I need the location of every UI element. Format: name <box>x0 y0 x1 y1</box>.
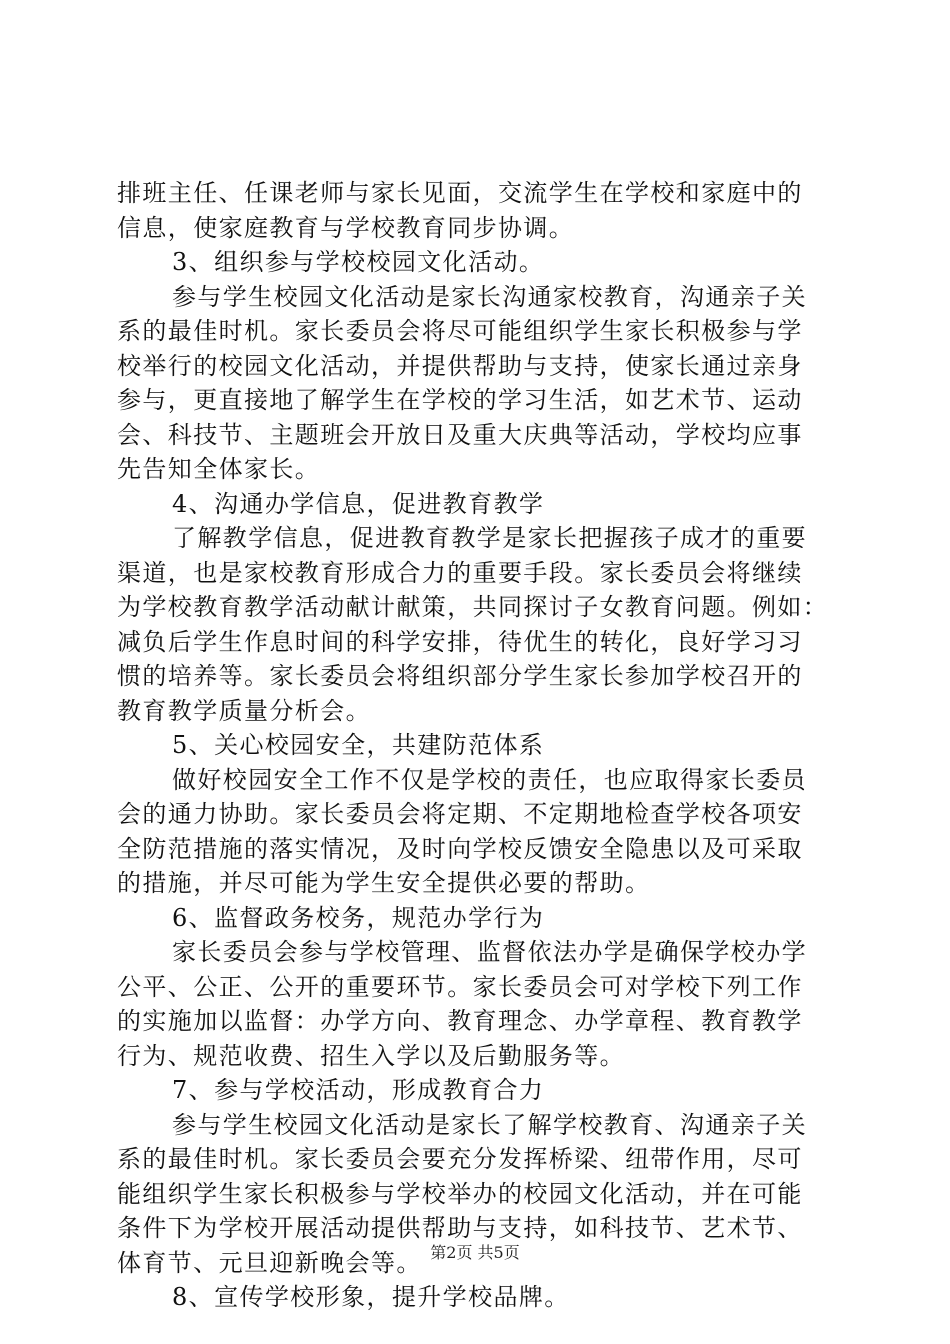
text-line: 3、组织参与学校校园文化活动。 <box>172 248 545 276</box>
text-line: 排班主任、任课老师与家长见面，交流学生在学校和家庭中的 <box>117 179 803 207</box>
document-body <box>117 176 837 1315</box>
text-line: 7、参与学校活动，形成教育合力 <box>172 1076 545 1104</box>
text-line: 4、沟通办学信息，促进教育教学 <box>172 489 545 518</box>
page-footer: 第2页 共5页 <box>430 1243 520 1262</box>
text-line: 参与学生校园文化活动是家长沟通家校教育，沟通亲子关 <box>172 282 807 311</box>
text-line: 行为、规范收费、招生入学以及后勤服务等。 <box>117 1041 625 1070</box>
text-line: 渠道，也是家校教育形成合力的重要手段。家长委员会将继续 <box>117 558 803 587</box>
text-line: 公平、公正、公开的重要环节。家长委员会可对学校下列工作 <box>117 972 803 1001</box>
text-line: 能组织学生家长积极参与学校举办的校园文化活动，并在可能 <box>117 1179 803 1208</box>
text-line: 的实施加以监督：办学方向、教育理念、办学章程、教育教学 <box>117 1007 803 1035</box>
text-line: 减负后学生作息时间的科学安排，待优生的转化，良好学习习 <box>117 627 803 656</box>
text-line: 系的最佳时机。家长委员会要充分发挥桥梁、纽带作用，尽可 <box>117 1145 803 1173</box>
text-line: 家长委员会参与学校管理、监督依法办学是确保学校办学 <box>172 938 807 966</box>
text-line: 全防范措施的落实情况，及时向学校反馈安全隐患以及可采取 <box>117 834 803 863</box>
text-line: 了解教学信息，促进教育教学是家长把握孩子成才的重要 <box>172 524 807 552</box>
text-line: 教育教学质量分析会。 <box>117 696 371 725</box>
text-line: 做好校园安全工作不仅是学校的责任，也应取得家长委员 <box>172 765 807 794</box>
text-line: 参与，更直接地了解学生在学校的学习生活，如艺术节、运动 <box>117 386 803 414</box>
text-line: 8、宣传学校形象，提升学校品牌。 <box>172 1283 570 1311</box>
text-line: 会、科技节、主题班会开放日及重大庆典等活动，学校均应事 <box>117 420 803 449</box>
text-line: 先告知全体家长。 <box>117 455 321 483</box>
text-line: 为学校教育教学活动献计献策，共同探讨子女教育问题。例如： <box>117 593 829 621</box>
text-line: 5、关心校园安全，共建防范体系 <box>172 731 545 759</box>
text-line: 的措施，并尽可能为学生安全提供必要的帮助。 <box>117 869 651 897</box>
text-line: 系的最佳时机。家长委员会将尽可能组织学生家长积极参与学 <box>117 317 803 345</box>
text-line: 信息，使家庭教育与学校教育同步协调。 <box>117 213 575 242</box>
text-line: 参与学生校园文化活动是家长了解学校教育、沟通亲子关 <box>172 1110 807 1139</box>
text-line: 体育节、元旦迎新晚会等。 <box>117 1248 422 1277</box>
text-line: 6、监督政务校务，规范办学行为 <box>172 903 545 932</box>
text-line: 条件下为学校开展活动提供帮助与支持，如科技节、艺术节、 <box>117 1214 803 1242</box>
text-line: 校举行的校园文化活动，并提供帮助与支持，使家长通过亲身 <box>117 351 803 380</box>
text-line: 会的通力协助。家长委员会将定期、不定期地检查学校各项安 <box>117 800 803 828</box>
text-line: 惯的培养等。家长委员会将组织部分学生家长参加学校召开的 <box>117 662 803 690</box>
